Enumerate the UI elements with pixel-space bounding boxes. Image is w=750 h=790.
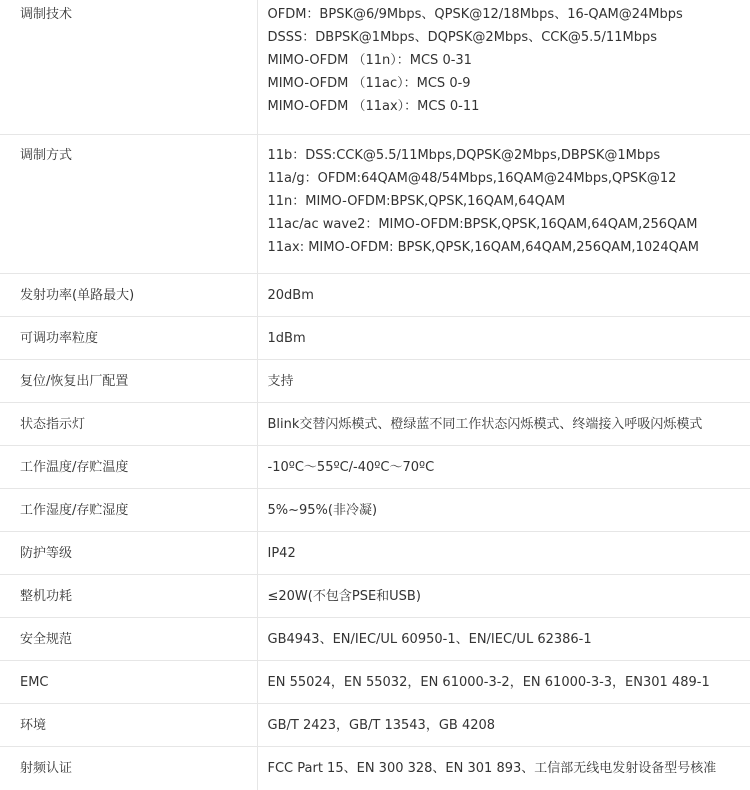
spec-row-safety (0, 618, 750, 661)
spec-label: 复位/恢复出厂配置 (0, 360, 257, 403)
spec-value-line: MIMO-OFDM （11ax）：MCS 0-11 (267, 99, 480, 114)
spec-label: 调制技术 (0, 0, 257, 135)
spec-value-line: 11a/g：OFDM:64QAM@48/54Mbps,16QAM@24Mbps,QPSK@12 (267, 171, 677, 186)
spec-value-line: DSSS：DBPSK@1Mbps、DQPSK@2Mbps、CCK@5.5/11Mbps (267, 30, 657, 45)
spec-value: -10ºC～55ºC/-40ºC～70ºC (257, 446, 750, 489)
spec-label: 可调功率粒度 (0, 317, 257, 360)
spec-row-transmit-power (0, 274, 750, 317)
spec-value: 1dBm (257, 317, 750, 360)
spec-label: 整机功耗 (0, 575, 257, 618)
spec-value: ≤20W(不包含PSE和USB) (257, 575, 750, 618)
spec-label: 射频认证 (0, 747, 257, 790)
spec-row-power-consumption (0, 575, 750, 618)
spec-label: 状态指示灯 (0, 403, 257, 446)
spec-value: EN 55024，EN 55032，EN 61000-3-2，EN 61000-3-3，EN301 489-1 (257, 661, 750, 704)
spec-value-line: OFDM：BPSK@6/9Mbps、QPSK@12/18Mbps、16-QAM@24Mbps (267, 7, 683, 22)
spec-row-status-led (0, 403, 750, 446)
spec-row-temperature (0, 446, 750, 489)
spec-value (257, 0, 750, 135)
spec-value-line: 11n：MIMO-OFDM:BPSK,QPSK,16QAM,64QAM (267, 194, 566, 209)
spec-label: 安全规范 (0, 618, 257, 661)
spec-label: 防护等级 (0, 532, 257, 575)
spec-row-modulation-mode (0, 135, 750, 274)
spec-row-humidity (0, 489, 750, 532)
spec-value-line: MIMO-OFDM （11ac）：MCS 0-9 (267, 76, 471, 91)
spec-value (257, 135, 750, 274)
spec-value-line: MIMO-OFDM （11n）：MCS 0-31 (267, 53, 472, 68)
spec-value: 20dBm (257, 274, 750, 317)
spec-label: 工作温度/存贮温度 (0, 446, 257, 489)
spec-value-line: 11ax: MIMO-OFDM: BPSK,QPSK,16QAM,64QAM,256QAM,1024QAM (267, 240, 699, 255)
spec-value: IP42 (257, 532, 750, 575)
spec-value: GB4943、EN/IEC/UL 60950-1、EN/IEC/UL 62386-1 (257, 618, 750, 661)
spec-label: 调制方式 (0, 135, 257, 274)
spec-value: GB/T 2423，GB/T 13543，GB 4208 (257, 704, 750, 747)
spec-value: 5%~95%(非冷凝) (257, 489, 750, 532)
spec-row-power-granularity (0, 317, 750, 360)
spec-row-environment (0, 704, 750, 747)
spec-label: 发射功率(单路最大) (0, 274, 257, 317)
spec-row-modulation-technology (0, 0, 750, 135)
spec-value-line: 11b：DSS:CCK@5.5/11Mbps,DQPSK@2Mbps,DBPSK@1Mbps (267, 148, 661, 163)
spec-row-rf-certification (0, 747, 750, 790)
spec-row-emc (0, 661, 750, 704)
spec-label: 工作湿度/存贮湿度 (0, 489, 257, 532)
spec-value: Blink交替闪烁模式、橙绿蓝不同工作状态闪烁模式、终端接入呼吸闪烁模式 (257, 403, 750, 446)
spec-value-line: 11ac/ac wave2：MIMO-OFDM:BPSK,QPSK,16QAM,64QAM,256QAM (267, 217, 698, 232)
spec-row-protection-rating (0, 532, 750, 575)
spec-row-factory-reset (0, 360, 750, 403)
spec-label: 环境 (0, 704, 257, 747)
spec-value: 支持 (257, 360, 750, 403)
spec-value: FCC Part 15、EN 300 328、EN 301 893、工信部无线电发射设备型号核准 (267, 761, 717, 776)
spec-label: EMC (0, 661, 257, 704)
